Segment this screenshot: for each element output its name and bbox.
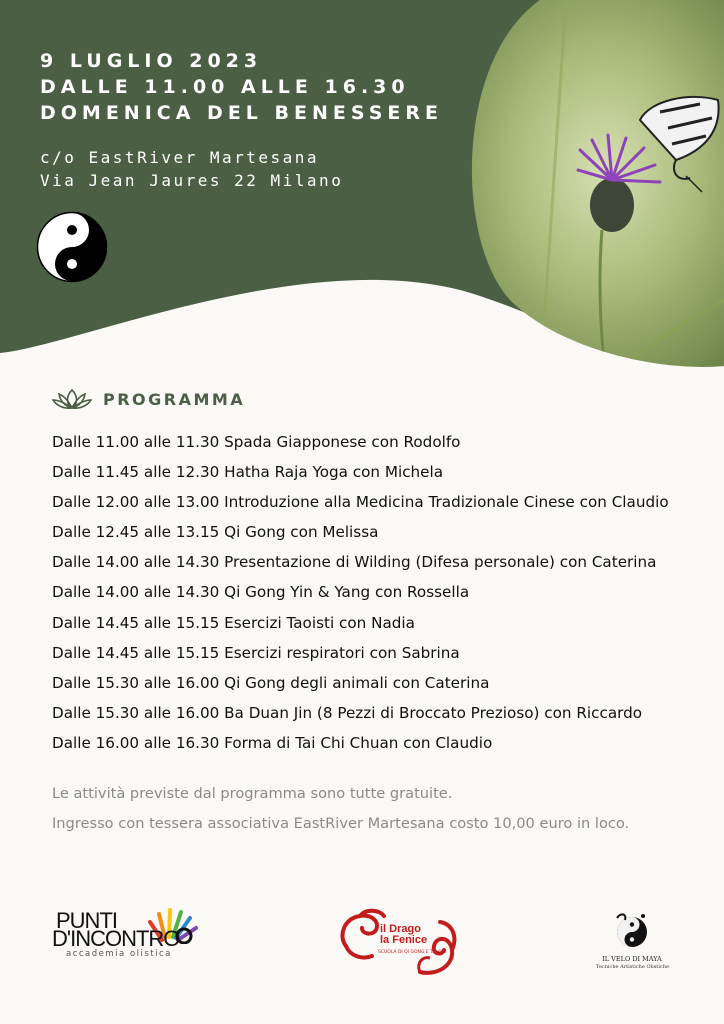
list-item: Dalle 14.00 alle 14.30 Presentazione di Wilding (Difesa personale) con Caterina	[52, 553, 657, 572]
event-date: 9 LUGLIO 2023	[40, 50, 263, 72]
drago-tagline: SCUOLA DI QI GONG E TAI CHI	[378, 950, 447, 955]
list-item: Dalle 14.00 alle 14.30 Qi Gong Yin & Yang con Rossella	[52, 583, 470, 602]
program-header	[52, 386, 245, 412]
list-item: Dalle 12.45 alle 13.15 Qi Gong con Melissa	[52, 523, 379, 542]
notes	[52, 782, 712, 842]
event-heading	[40, 48, 443, 126]
note-free: Le attività previste dal programma sono tutte gratuite.	[52, 785, 453, 802]
event-time: DALLE 11.00 ALLE 16.30	[40, 76, 410, 98]
list-item: Dalle 16.00 alle 16.30 Forma di Tai Chi Chuan con Claudio	[52, 733, 493, 752]
list-item: Dalle 14.45 alle 15.15 Esercizi respiratori con Sabrina	[52, 643, 460, 662]
drago-name	[380, 924, 427, 946]
yin-yang-icon	[36, 211, 108, 283]
punti-name-line1: PUNTI	[56, 908, 117, 933]
flower-bud-icon	[590, 178, 634, 232]
note-entry-fee: Ingresso con tessera associativa EastRiver Martesana costo 10,00 euro in loco.	[52, 815, 630, 832]
punti-name-line2: D'INCONTRO	[52, 926, 180, 951]
address-venue: c/o EastRiver Martesana	[40, 148, 320, 167]
punti-subtitle: accademia olistica	[66, 949, 172, 959]
list-item: Dalle 15.30 alle 16.00 Ba Duan Jin (8 Pezzi di Broccato Prezioso) con Riccardo	[52, 703, 643, 722]
list-item: Dalle 14.45 alle 15.15 Esercizi Taoisti con Nadia	[52, 613, 415, 632]
list-item: Dalle 11.00 alle 11.30 Spada Giapponese con Rodolfo	[52, 433, 461, 451]
lotus-icon	[52, 386, 92, 412]
partner-logos	[0, 900, 724, 980]
list-item: Dalle 12.00 alle 13.00 Introduzione alla Medicina Tradizionale Cinese con Claudio	[52, 493, 669, 512]
list-item: Dalle 11.45 alle 12.30 Hatha Raja Yoga con Michela	[52, 463, 444, 482]
punti-dincontro-logo	[52, 904, 202, 964]
list-item: Dalle 15.30 alle 16.00 Qi Gong degli animali con Caterina	[52, 673, 490, 692]
drago-name-line1: il Drago	[380, 923, 421, 935]
address-street: Via Jean Jaures 22 Milano	[40, 171, 344, 190]
velo-name: IL VELO DI MAYA	[602, 955, 662, 963]
velo-yin-yang-icon	[615, 910, 649, 950]
drago-fenice-logo	[336, 906, 460, 978]
schedule-list	[52, 430, 712, 761]
event-title: DOMENICA DEL BENESSERE	[40, 102, 443, 124]
drago-name-line2: la Fenice	[380, 934, 428, 946]
program-title: PROGRAMMA	[103, 389, 246, 409]
velo-subtitle: Tecniche Artistiche Olistiche	[596, 964, 669, 970]
velo-di-maya-logo	[596, 908, 668, 972]
event-address	[40, 146, 343, 192]
